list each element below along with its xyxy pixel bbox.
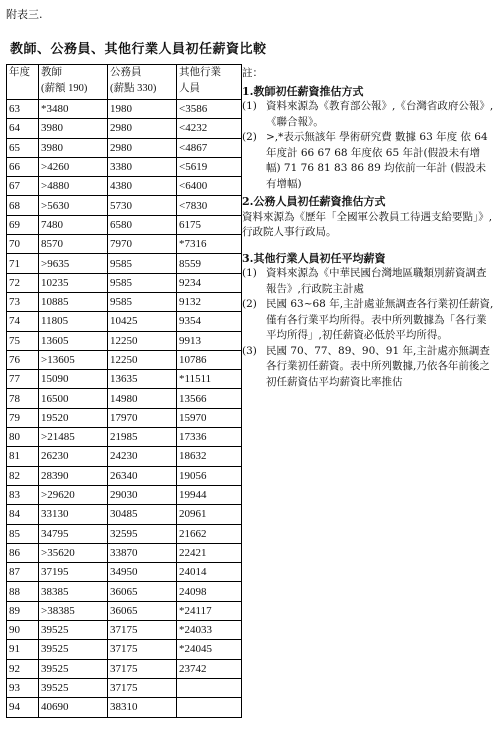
note-section-1-title: 1.教師初任薪資推估方式 <box>242 84 364 98</box>
other-cell <box>177 698 242 717</box>
other-cell <box>177 678 242 697</box>
teacher-cell: 8570 <box>39 235 108 254</box>
other-cell: *7316 <box>177 235 242 254</box>
note-1-item-1-text: 資料來源為《教育部公報》,《台灣省政府公報》,《聯合報》。 <box>266 100 494 128</box>
note-3-item-2-text: 民國 63~68 年,主計處並無調查各行業初任薪資,僅有各行業平均所得。表中所列數據為「各行業平均所得」,初任薪資必低於平均所得。 <box>266 298 494 341</box>
teacher-cell: >9635 <box>39 254 108 273</box>
other-cell: <4232 <box>177 119 242 138</box>
year-cell: 93 <box>7 678 39 697</box>
year-cell: 84 <box>7 505 39 524</box>
teacher-cell: 34795 <box>39 524 108 543</box>
civil-cell: 30485 <box>108 505 177 524</box>
civil-cell: 2980 <box>108 138 177 157</box>
header-year <box>7 65 39 100</box>
table-row <box>7 254 242 273</box>
civil-cell: 6580 <box>108 215 177 234</box>
year-cell: 71 <box>7 254 39 273</box>
year-cell: 66 <box>7 157 39 176</box>
other-cell: 9234 <box>177 273 242 292</box>
table-row <box>7 485 242 504</box>
header-other-line1: 其他行業 <box>179 67 221 78</box>
header-teacher <box>39 65 108 100</box>
teacher-cell: >38385 <box>39 601 108 620</box>
other-cell: 19056 <box>177 466 242 485</box>
note-3-item-1-text: 資料來源為《中華民國台灣地區職類別薪資調查報告》,行政院主計處 <box>266 267 487 295</box>
teacher-cell: 37195 <box>39 563 108 582</box>
teacher-cell: 39525 <box>39 621 108 640</box>
note-3-item-3 <box>242 344 494 391</box>
other-cell: 10786 <box>177 350 242 369</box>
year-cell: 88 <box>7 582 39 601</box>
civil-cell: 36065 <box>108 582 177 601</box>
teacher-cell: >29620 <box>39 485 108 504</box>
year-cell: 76 <box>7 350 39 369</box>
year-cell: 90 <box>7 621 39 640</box>
table-row <box>7 601 242 620</box>
note-3-item-3-num: (3) <box>242 344 257 357</box>
other-cell: 24014 <box>177 563 242 582</box>
other-cell: 9354 <box>177 312 242 331</box>
notes-label: 註： <box>242 67 263 79</box>
header-civil-line1: 公務員 <box>110 67 142 78</box>
year-cell: 67 <box>7 177 39 196</box>
other-cell: 24098 <box>177 582 242 601</box>
civil-cell: 33870 <box>108 543 177 562</box>
teacher-cell: >4880 <box>39 177 108 196</box>
other-cell: <4867 <box>177 138 242 157</box>
civil-cell: 37175 <box>108 678 177 697</box>
table-row <box>7 331 242 350</box>
year-cell: 89 <box>7 601 39 620</box>
table-row <box>7 100 242 119</box>
year-cell: 63 <box>7 100 39 119</box>
note-3-item-3-text: 民國 70、77、89、90、91 年,主計處亦無調查各行業初任薪資。表中所列數據,乃依各年前後之初任薪資估平均薪資比率推估 <box>266 344 490 388</box>
table-row <box>7 157 242 176</box>
year-cell: 92 <box>7 659 39 678</box>
civil-cell: 5730 <box>108 196 177 215</box>
other-cell: 18632 <box>177 447 242 466</box>
teacher-cell: 7480 <box>39 215 108 234</box>
note-1-item-1 <box>242 99 494 130</box>
civil-cell: 14980 <box>108 389 177 408</box>
table-row <box>7 177 242 196</box>
table-row <box>7 466 242 485</box>
teacher-cell: 39525 <box>39 678 108 697</box>
civil-cell: 21985 <box>108 428 177 447</box>
other-cell: *11511 <box>177 370 242 389</box>
note-3-item-1-num: (1) <box>242 267 257 279</box>
table-header-row <box>7 65 242 100</box>
civil-cell: 24230 <box>108 447 177 466</box>
header-year-line2: 年度 <box>9 67 30 78</box>
teacher-cell: 13605 <box>39 331 108 350</box>
other-cell: 15970 <box>177 408 242 427</box>
civil-cell: 9585 <box>108 292 177 311</box>
table-row <box>7 447 242 466</box>
civil-cell: 2980 <box>108 119 177 138</box>
teacher-cell: >35620 <box>39 543 108 562</box>
year-cell: 64 <box>7 119 39 138</box>
teacher-cell: 16500 <box>39 389 108 408</box>
teacher-cell: 19520 <box>39 408 108 427</box>
year-cell: 77 <box>7 370 39 389</box>
teacher-cell: 28390 <box>39 466 108 485</box>
table-row <box>7 505 242 524</box>
table-row <box>7 196 242 215</box>
table-row <box>7 621 242 640</box>
year-cell: 94 <box>7 698 39 717</box>
notes-panel <box>242 66 494 390</box>
other-cell: <5619 <box>177 157 242 176</box>
teacher-cell: 39525 <box>39 659 108 678</box>
civil-cell: 9585 <box>108 273 177 292</box>
teacher-cell: 10235 <box>39 273 108 292</box>
teacher-cell: >21485 <box>39 428 108 447</box>
table-row <box>7 543 242 562</box>
other-cell: <7830 <box>177 196 242 215</box>
civil-cell: 10425 <box>108 312 177 331</box>
year-cell: 70 <box>7 235 39 254</box>
year-cell: 86 <box>7 543 39 562</box>
table-row <box>7 563 242 582</box>
civil-cell: 12250 <box>108 350 177 369</box>
year-cell: 83 <box>7 485 39 504</box>
year-cell: 74 <box>7 312 39 331</box>
header-civil-line2: (薪點 330) <box>110 83 157 94</box>
civil-cell: 9585 <box>108 254 177 273</box>
note-section-2-text: 資料來源為《歷年「全國軍公教員工待遇支給要點」》,行政院人事行政局。 <box>242 210 493 238</box>
teacher-cell: 40690 <box>39 698 108 717</box>
other-cell: 9913 <box>177 331 242 350</box>
year-cell: 87 <box>7 563 39 582</box>
year-cell: 65 <box>7 138 39 157</box>
teacher-cell: 38385 <box>39 582 108 601</box>
year-cell: 69 <box>7 215 39 234</box>
teacher-cell: >13605 <box>39 350 108 369</box>
note-1-item-2 <box>242 130 494 192</box>
header-other <box>177 65 242 100</box>
table-row <box>7 312 242 331</box>
year-cell: 81 <box>7 447 39 466</box>
teacher-cell: 3980 <box>39 138 108 157</box>
document-title: 教師、公務員、其他行業人員初任薪資比較 <box>10 42 267 57</box>
other-cell: 21662 <box>177 524 242 543</box>
teacher-cell: *3480 <box>39 100 108 119</box>
year-cell: 72 <box>7 273 39 292</box>
note-3-item-2-num: (2) <box>242 298 257 310</box>
table-row <box>7 292 242 311</box>
note-3-item-1 <box>242 266 494 297</box>
other-cell: <6400 <box>177 177 242 196</box>
other-cell: 19944 <box>177 485 242 504</box>
table-row <box>7 408 242 427</box>
table-row <box>7 273 242 292</box>
year-cell: 80 <box>7 428 39 447</box>
other-cell: *24045 <box>177 640 242 659</box>
table-row <box>7 659 242 678</box>
table-row <box>7 235 242 254</box>
header-teacher-line1: 教師 <box>41 67 62 78</box>
other-cell: *24033 <box>177 621 242 640</box>
table-row <box>7 678 242 697</box>
other-cell: 17336 <box>177 428 242 447</box>
note-1-item-2-text: >,*表示無該年 學術研究費 數據 63 年度 依 64 年度計 66 67 68 年度依 65 年計(假設未有增幅) 71 76 81 83 86 89 均依前一年計 (假設未有增幅) <box>266 131 488 190</box>
table-row <box>7 582 242 601</box>
other-cell: 8559 <box>177 254 242 273</box>
table-row <box>7 138 242 157</box>
civil-cell: 38310 <box>108 698 177 717</box>
year-cell: 73 <box>7 292 39 311</box>
note-section-2-title: 2.公務人員初任薪資推估方式 <box>242 195 386 208</box>
civil-cell: 37175 <box>108 640 177 659</box>
salary-table <box>6 64 242 718</box>
other-cell: *24117 <box>177 601 242 620</box>
civil-cell: 13635 <box>108 370 177 389</box>
teacher-cell: 15090 <box>39 370 108 389</box>
civil-cell: 26340 <box>108 466 177 485</box>
civil-cell: 12250 <box>108 331 177 350</box>
table-row <box>7 698 242 717</box>
note-1-item-1-num: (1) <box>242 100 257 112</box>
year-cell: 82 <box>7 466 39 485</box>
note-1-item-2-num: (2) <box>242 131 257 143</box>
teacher-cell: 39525 <box>39 640 108 659</box>
note-3-item-2 <box>242 297 494 344</box>
note-section-3-title: 3.其他行業人員初任平均薪資 <box>242 251 386 265</box>
civil-cell: 29030 <box>108 485 177 504</box>
year-cell: 78 <box>7 389 39 408</box>
teacher-cell: 26230 <box>39 447 108 466</box>
teacher-cell: >5630 <box>39 196 108 215</box>
civil-cell: 17970 <box>108 408 177 427</box>
civil-cell: 1980 <box>108 100 177 119</box>
table-row <box>7 350 242 369</box>
year-cell: 79 <box>7 408 39 427</box>
table-row <box>7 428 242 447</box>
other-cell: 6175 <box>177 215 242 234</box>
other-cell: 9132 <box>177 292 242 311</box>
civil-cell: 7970 <box>108 235 177 254</box>
teacher-cell: 33130 <box>39 505 108 524</box>
page-label: 附表三. <box>6 8 43 21</box>
table-row <box>7 119 242 138</box>
teacher-cell: 11805 <box>39 312 108 331</box>
civil-cell: 37175 <box>108 621 177 640</box>
header-civil <box>108 65 177 100</box>
other-cell: 13566 <box>177 389 242 408</box>
year-cell: 91 <box>7 640 39 659</box>
table-row <box>7 215 242 234</box>
teacher-cell: 10885 <box>39 292 108 311</box>
civil-cell: 36065 <box>108 601 177 620</box>
civil-cell: 34950 <box>108 563 177 582</box>
header-teacher-line2: (薪額 190) <box>41 83 88 94</box>
table-row <box>7 370 242 389</box>
year-cell: 75 <box>7 331 39 350</box>
civil-cell: 4380 <box>108 177 177 196</box>
other-cell: 20961 <box>177 505 242 524</box>
table-row <box>7 524 242 543</box>
teacher-cell: 3980 <box>39 119 108 138</box>
table-row <box>7 389 242 408</box>
year-cell: 85 <box>7 524 39 543</box>
other-cell: 22421 <box>177 543 242 562</box>
year-cell: 68 <box>7 196 39 215</box>
other-cell: 23742 <box>177 659 242 678</box>
other-cell: <3586 <box>177 100 242 119</box>
salary-table-body <box>7 65 242 718</box>
table-row <box>7 640 242 659</box>
civil-cell: 37175 <box>108 659 177 678</box>
header-other-line2: 人員 <box>179 83 200 94</box>
civil-cell: 32595 <box>108 524 177 543</box>
teacher-cell: >4260 <box>39 157 108 176</box>
civil-cell: 3380 <box>108 157 177 176</box>
